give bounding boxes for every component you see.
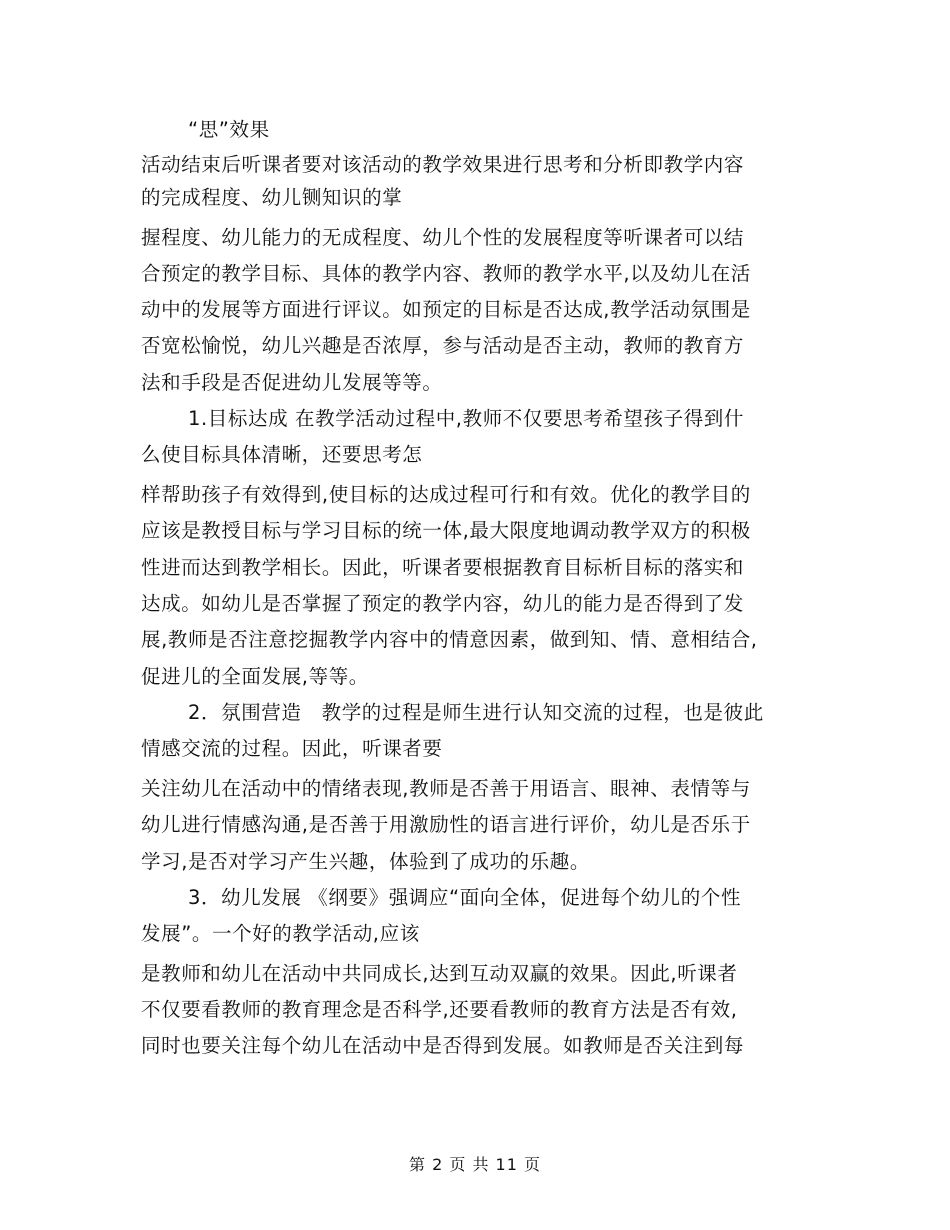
paragraph-line: 情感交流的过程。因此，听课者要 [141, 737, 443, 760]
paragraph-line: 是教师和幼儿在活动中共同成长,达到互动双赢的效果。因此,听课者 [141, 962, 738, 985]
paragraph-line: 学习,是否对学习产生兴趣，体验到了成功的乐趣。 [141, 850, 590, 873]
paragraph-line: 么使目标具体清晰，还要思考怎 [141, 443, 423, 466]
paragraph-line: 幼儿进行情感沟通,是否善于用激励性的语言进行评价，幼儿是否乐于 [141, 813, 751, 836]
paragraph-line: 活动结束后听课者要对该活动的教学效果进行思考和分析即教学内容 [141, 153, 745, 176]
list-item-development: 3．幼儿发展 《纲要》强调应“面向全体，促进每个幼儿的个性 [188, 886, 742, 909]
page-number-label: 第 2 页 共 11 页 [409, 1155, 541, 1174]
section-heading: “思”效果 [188, 118, 270, 141]
paragraph-line: 法和手段是否促进幼儿发展等等。 [141, 371, 443, 394]
paragraph-line: 不仅要看教师的教育理念是否科学,还要看教师的教育方法是否有效, [141, 998, 738, 1021]
list-item-goal: 1.目标达成 在教学活动过程中,教师不仅要思考希望孩子得到什 [188, 407, 745, 430]
paragraph-line: 握程度、幼儿能力的无成程度、幼儿个性的发展程度等听课者可以结 [141, 226, 745, 249]
paragraph-line: 样帮助孩子有效得到,使目标的达成过程可行和有效。优化的教学目的 [141, 483, 751, 506]
paragraph-line: 否宽松愉悦，幼儿兴趣是否浓厚，参与活动是否主动，教师的教育方 [141, 334, 745, 357]
paragraph-line: 应该是教授目标与学习目标的统一体,最大限度地调动教学双方的积极 [141, 519, 751, 542]
page-footer [0, 1155, 950, 1175]
paragraph-line: 促进儿的全面发展,等等。 [141, 665, 369, 688]
paragraph-line: 合预定的教学目标、具体的教学内容、教师的教学水平,以及幼儿在活 [141, 262, 751, 285]
paragraph-line: 性进而达到教学相长。因此，听课者要根据教育目标析目标的落实和 [141, 556, 745, 579]
paragraph-line: 展,教师是否注意挖掘教学内容中的情意因素，做到知、情、意相结合, [141, 628, 758, 651]
paragraph-line: 关注幼儿在活动中的情绪表现,教师是否善于用语言、眼神、表情等与 [141, 777, 751, 800]
paragraph-line: 发展”。一个好的教学活动,应该 [141, 922, 420, 945]
paragraph-line: 达成。如幼儿是否掌握了预定的教学内容，幼儿的能力是否得到了发 [141, 592, 745, 615]
paragraph-line: 动中的发展等方面进行评议。如预定的目标是否达成,教学活动氛围是 [141, 298, 751, 321]
list-item-atmosphere: 2．氛围营造 教学的过程是师生进行认知交流的过程，也是彼此 [188, 701, 764, 724]
paragraph-line: 的完成程度、幼儿铡知识的掌 [141, 186, 403, 209]
paragraph-line: 同时也要关注每个幼儿在活动中是否得到发展。如教师是否关注到每 [141, 1034, 745, 1057]
